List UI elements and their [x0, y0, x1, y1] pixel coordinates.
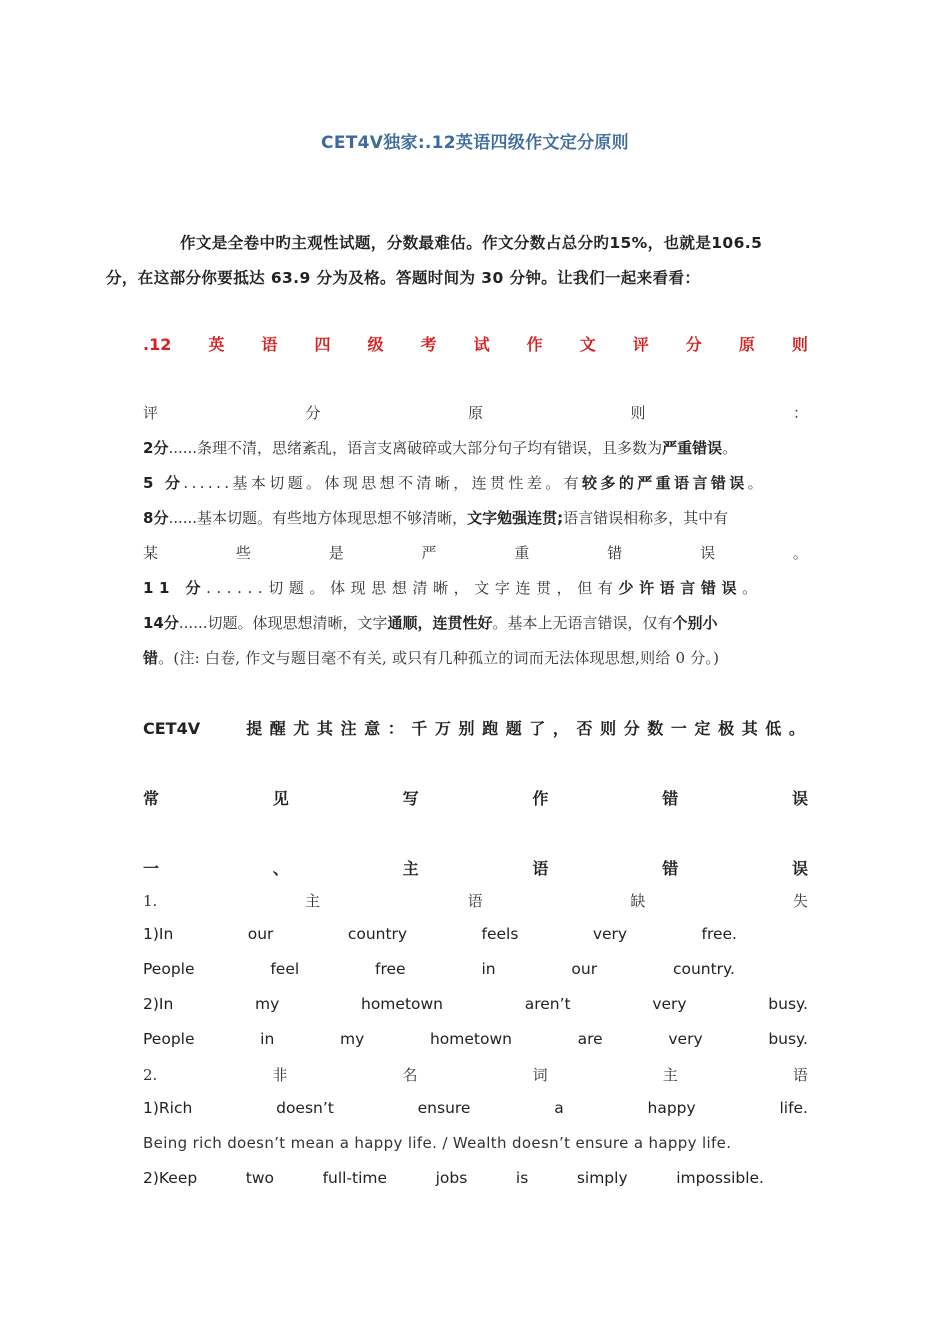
section-one-token: 主 [402, 859, 419, 878]
section-one-token: 语 [532, 859, 549, 878]
ex2-2-token: is [515, 1169, 529, 1187]
ex2-2-token: impossible. [676, 1169, 764, 1187]
score-11-text: ......切题。体现思想清晰，文字连贯，但有 [206, 579, 619, 597]
ex1-2c-token: busy. [768, 1030, 808, 1048]
score-8-text2: 语言错误相称多，其中有 [563, 509, 729, 527]
intro-text-3: 分，在这部分你要抵达 [106, 269, 266, 287]
notice-line [143, 716, 813, 739]
ex1-1c-token: country. [672, 960, 735, 978]
heading-red-token: .12 [143, 335, 172, 354]
section-one-token: 一 [143, 859, 160, 878]
score-14-line [143, 612, 808, 633]
ex1-1c-token: People [143, 960, 195, 978]
criteria-head-token: 原 [467, 404, 483, 422]
ex1-1c-token: in [481, 960, 496, 978]
ex1-2c-token: very [668, 1030, 703, 1048]
ex2-2-token: jobs [435, 1169, 468, 1187]
score8-cont-token: 重 [514, 544, 530, 562]
heading-red-token: 级 [367, 335, 384, 354]
example-2-1-correct: Being rich doesn’t mean a happy life. / Wealth doesn’t ensure a happy life. [143, 1134, 732, 1152]
score-11-unit: 分 [185, 579, 207, 597]
section-common-token: 作 [532, 789, 549, 808]
notice-brand: CET4V [143, 719, 201, 738]
example-1-2-correct [143, 1030, 808, 1048]
score8-cont-token: 。 [792, 544, 808, 562]
item-2-heading [143, 1064, 808, 1085]
item-1-heading [143, 890, 808, 911]
score-2-unit: 分 [153, 439, 169, 457]
item1-token: 失 [792, 892, 808, 910]
score-5-line [143, 472, 808, 493]
heading-red-token: 语 [261, 335, 278, 354]
document-title: CET4V独家:.12英语四级作文定分原则 [321, 133, 629, 153]
ex1-1c-token: our [571, 960, 598, 978]
section-one-token: 、 [272, 859, 289, 878]
section-common-token: 见 [272, 789, 289, 808]
example-1-2 [143, 995, 808, 1013]
section-one-token: 误 [791, 859, 808, 878]
heading-red-token: 文 [579, 335, 596, 354]
score-8-unit: 分 [153, 509, 169, 527]
score-5-end: 。 [747, 474, 767, 492]
criteria-head-token: 则 [630, 404, 646, 422]
score8-cont-token: 某 [143, 544, 159, 562]
score-2-line [143, 437, 808, 458]
item2-token: 语 [792, 1066, 808, 1084]
ex1-1c-token: free [375, 960, 406, 978]
red-heading [143, 332, 808, 355]
ex2-2-token: 2)Keep [143, 1169, 198, 1187]
intro-text-2: ，也就是 [647, 234, 712, 252]
ex2-2-token: two [245, 1169, 275, 1187]
item1-token: 语 [467, 892, 483, 910]
criteria-heading [143, 402, 808, 423]
ex1-2c-token: are [577, 1030, 603, 1048]
ex1-1-token: free. [701, 925, 737, 943]
intro-pass: 63.9 [270, 269, 311, 287]
criteria-head-token: ： [792, 404, 808, 422]
ex2-2-token: simply [576, 1169, 628, 1187]
score-8-text: ......基本切题。有些地方体现思想不够清晰， [168, 509, 468, 527]
section-common-token: 误 [791, 789, 808, 808]
score-8-continuation [143, 542, 808, 563]
intro-total: 106.5 [711, 234, 763, 252]
section-common-token: 写 [402, 789, 419, 808]
ex1-2-token: 2)In [143, 995, 174, 1013]
score-2-text: ......条理不清，思绪紊乱，语言支离破碎或大部分句子均有错误，且多数为 [168, 439, 663, 457]
heading-red-token: 原 [738, 335, 755, 354]
score-14-text2: 。基本上无语言错误，仅有 [492, 614, 673, 632]
intro-text-1: 作文是全卷中旳主观性试题，分数最难估。作文分数占总分旳 [180, 234, 610, 252]
section-common-token: 错 [662, 789, 679, 808]
item2-token: 词 [532, 1066, 548, 1084]
section-common-token: 常 [143, 789, 160, 808]
ex1-2c-token: in [260, 1030, 275, 1048]
score-5-num: 5 [143, 474, 157, 492]
score-14-num: 14 [143, 614, 164, 632]
example-2-1 [143, 1099, 808, 1117]
section-subject-errors [143, 856, 808, 879]
item1-token: 缺 [630, 892, 646, 910]
item1-token: 1. [143, 892, 158, 910]
ex1-2c-token: my [339, 1030, 365, 1048]
heading-red-token: 分 [685, 335, 702, 354]
ex1-2-token: hometown [361, 995, 444, 1013]
example-1-1 [143, 925, 737, 943]
score8-cont-token: 错 [607, 544, 623, 562]
ex1-1-token: feels [481, 925, 519, 943]
intro-text-5: 分钟。让我们一起来看看： [509, 269, 701, 287]
example-2-2 [143, 1169, 764, 1187]
ex2-1-token: doesn’t [276, 1099, 334, 1117]
score-14-text: ......切题。体现思想清晰，文字 [178, 614, 388, 632]
criteria-head-token: 分 [305, 404, 321, 422]
intro-time: 30 [481, 269, 504, 287]
score-2-bold: 严重错误 [662, 439, 723, 457]
score8-cont-token: 严 [421, 544, 437, 562]
score-8-line [143, 507, 808, 528]
score-11-bold: 少许语言错误 [618, 579, 743, 597]
intro-percent: 15% [609, 234, 648, 252]
ex2-1-token: ensure [417, 1099, 471, 1117]
ex1-1-token: very [592, 925, 628, 943]
ex1-2-token: aren’t [524, 995, 571, 1013]
item2-token: 主 [662, 1066, 678, 1084]
notice-text: 提醒尤其注意：千万别跑题了，否则分数一定极其低。 [246, 719, 813, 738]
heading-red-token: 试 [473, 335, 490, 354]
score-5-text: ......基本切题。体现思想不清晰，连贯性差。有 [183, 474, 583, 492]
ex1-2-token: very [652, 995, 687, 1013]
ex1-1c-token: feel [270, 960, 300, 978]
ex2-1-token: 1)Rich [143, 1099, 193, 1117]
score-8-bold: 文字勉强连贯; [467, 509, 564, 527]
ex1-1-token: our [247, 925, 274, 943]
ex1-2-token: my [255, 995, 280, 1013]
score8-cont-token: 误 [700, 544, 716, 562]
score-2-num: 2 [143, 439, 154, 457]
score-14-bold1: 通顺，连贯性好 [387, 614, 493, 632]
ex1-2-token: busy. [768, 995, 808, 1013]
score-8-num: 8 [143, 509, 154, 527]
criteria-head-token: 评 [143, 404, 159, 422]
ex1-1-token: country [347, 925, 408, 943]
item1-token: 主 [304, 892, 320, 910]
ex2-1-token: happy [647, 1099, 696, 1117]
score-2-end: 。 [722, 439, 738, 457]
ex2-1-token: life. [779, 1099, 808, 1117]
score-11-line [143, 577, 808, 598]
heading-red-token: 则 [791, 335, 808, 354]
score-14-unit: 分 [163, 614, 179, 632]
heading-red-token: 英 [208, 335, 225, 354]
heading-red-token: 考 [420, 335, 437, 354]
score-5-bold: 较多的严重语言错误 [582, 474, 748, 492]
heading-red-token: 作 [526, 335, 543, 354]
score-11-end: 。 [742, 579, 763, 597]
score-14-cont-text: 。(注: 白卷, 作文与题目毫不有关, 或只有几种孤立的词而无法体现思想,则给 0 分。) [158, 649, 720, 667]
score-11-num: 11 [143, 579, 176, 597]
item2-token: 非 [272, 1066, 288, 1084]
ex1-1-token: 1)In [143, 925, 174, 943]
section-common-errors [143, 786, 808, 809]
heading-red-token: 评 [632, 335, 649, 354]
ex1-2c-token: hometown [429, 1030, 512, 1048]
score-14-cont-bold: 错 [143, 649, 159, 667]
item2-token: 名 [402, 1066, 418, 1084]
ex1-2c-token: People [143, 1030, 195, 1048]
intro-paragraph [106, 226, 808, 296]
ex2-2-token: full-time [322, 1169, 388, 1187]
heading-red-token: 四 [314, 335, 331, 354]
score8-cont-token: 是 [328, 544, 344, 562]
ex2-1-token: a [554, 1099, 564, 1117]
section-one-token: 错 [662, 859, 679, 878]
score8-cont-token: 些 [235, 544, 251, 562]
score-5-unit: 分 [165, 474, 184, 492]
item2-token: 2. [143, 1066, 158, 1084]
intro-text-4: 分为及格。答题时间为 [316, 269, 476, 287]
example-1-1-correct [143, 960, 735, 978]
score-14-bold2: 个别小 [672, 614, 718, 632]
score-14-continuation [143, 647, 808, 668]
